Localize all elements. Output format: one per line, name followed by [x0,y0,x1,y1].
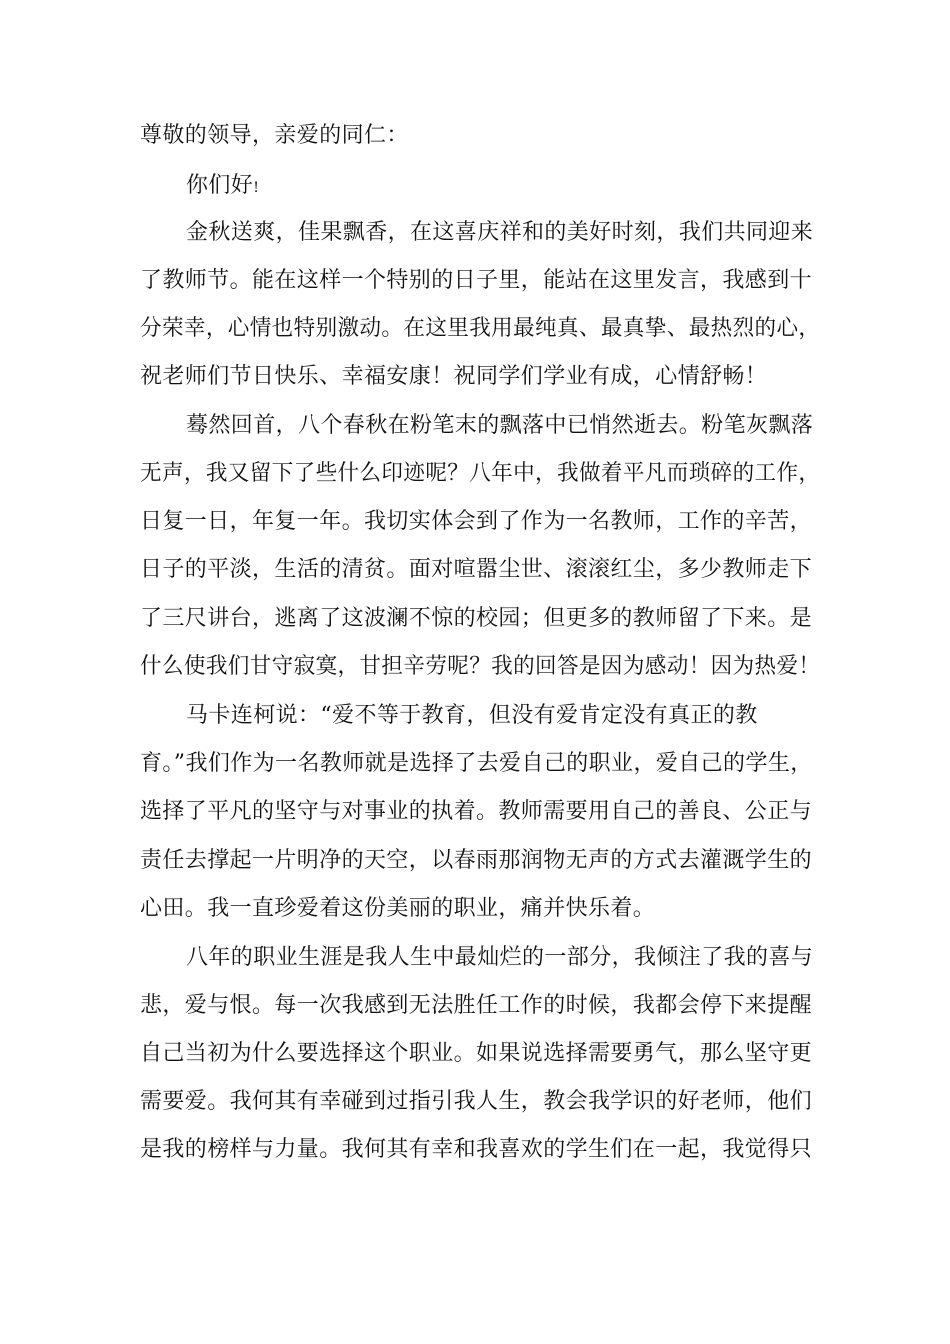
paragraph-line: 祝老师们节日快乐、幸福安康！祝同学们学业有成，心情舒畅！ [140,364,768,389]
paragraph-line: 了三尺讲台，逃离了这波澜不惊的校园；但更多的教师留了下来。是 [140,606,813,631]
paragraph-line: 无声，我又留下了些什么印迹呢？八年中，我做着平凡而琐碎的工作， [140,461,821,486]
greeting-text: 你们好 [186,173,254,198]
paragraph-line: 蓦然回首，八个春秋在粉笔末的飘落中已悄然逝去。粉笔灰飘落 [186,413,814,438]
paragraph-line: 需要爱。我何其有幸碰到过指引我人生，教会我学识的好老师，他们 [140,1089,813,1114]
paragraph-line: 日复一日，年复一年。我切实体会到了作为一名教师，工作的辛苦， [140,509,813,534]
paragraph-line: 选择了平凡的坚守与对事业的执着。教师需要用自己的善良、公正与 [140,799,813,824]
paragraph-line: 分荣幸，心情也特别激动。在这里我用最纯真、最真挚、最热烈的心， [140,316,821,341]
paragraph-line: 是我的榜样与力量。我何其有幸和我喜欢的学生们在一起，我觉得只 [140,1137,813,1162]
paragraph-line: 马卡连柯说：“爱不等于教育，但没有爱肯定没有真正的教 [186,703,758,728]
paragraph-line: 金秋送爽，佳果飘香，在这喜庆祥和的美好时刻，我们共同迎来 [186,220,814,245]
paragraph-line: 育。”我们作为一名教师就是选择了去爱自己的职业，爱自己的学生， [140,751,813,776]
greeting [186,171,259,203]
paragraph-line: 悲，爱与恨。每一次我感到无法胜任工作的时候，我都会停下来提醒 [140,993,813,1018]
paragraph-line: 心田。我一直珍爱着这份美丽的职业，痛并快乐着。 [140,896,656,921]
greeting-mark: ! [253,180,260,196]
paragraph-line: 责任去撑起一片明净的天空，以春雨那润物无声的方式去灌溉学生的 [140,848,813,873]
paragraph-line: 日子的平淡，生活的清贫。面对喧嚣尘世、滚滚红尘，多少教师走下 [140,557,813,582]
salutation: 尊敬的领导，亲爱的同仁： [140,123,409,148]
paragraph-line: 什么使我们甘守寂寞，甘担辛劳呢？我的回答是因为感动！因为热爱！ [140,654,821,679]
paragraph-line: 自己当初为什么要选择这个职业。如果说选择需要勇气，那么坚守更 [140,1041,813,1066]
paragraph-line: 八年的职业生涯是我人生中最灿烂的一部分，我倾注了我的喜与 [186,945,814,970]
paragraph-line: 了教师节。能在这样一个特别的日子里，能站在这里发言，我感到十 [140,268,813,293]
